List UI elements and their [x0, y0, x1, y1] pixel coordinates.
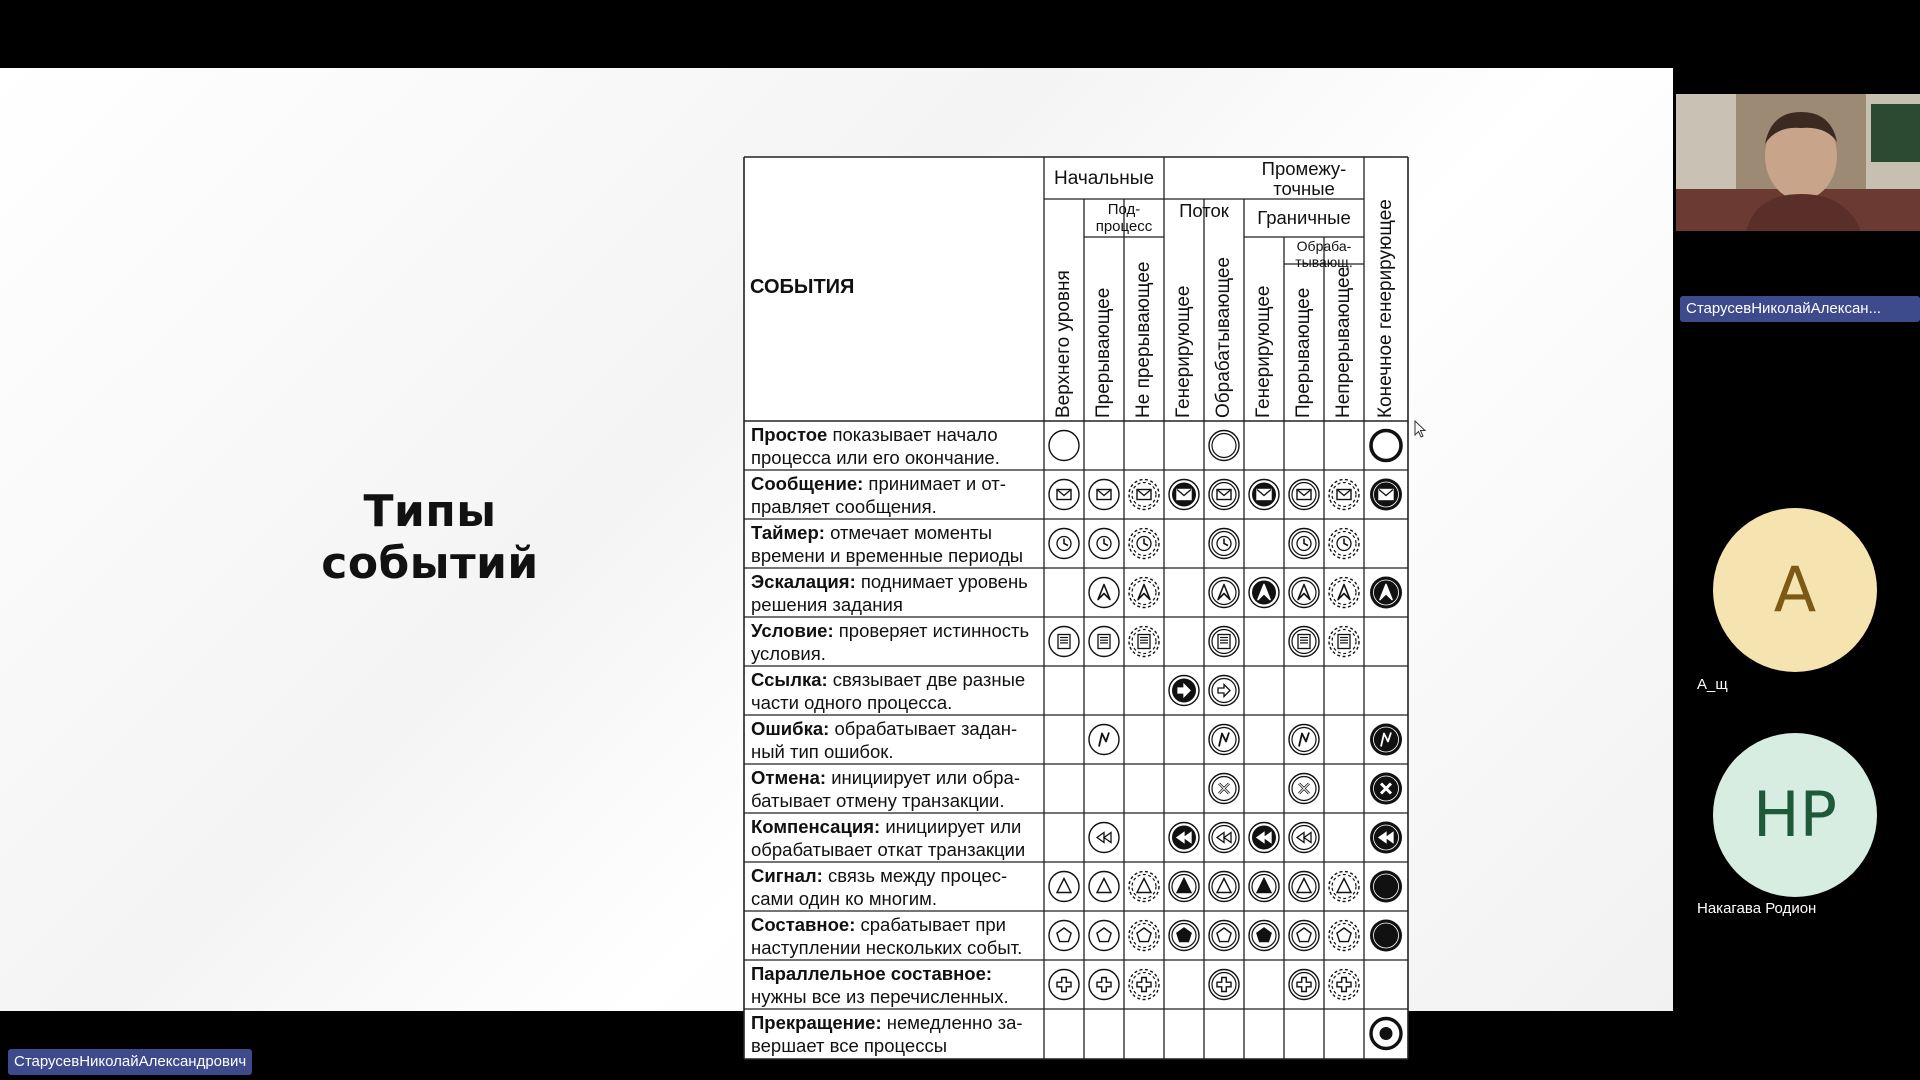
clock-event-icon [1089, 529, 1119, 559]
document-event-icon [1209, 627, 1239, 657]
rewind-event-icon [1089, 823, 1119, 853]
arrowhead-event-icon [1129, 578, 1159, 608]
cross-event-icon [1370, 773, 1402, 805]
row-desc-text: инициирует или обрабатывает откат транзакции [751, 816, 1026, 860]
circle-event-icon [1209, 431, 1239, 461]
row-description [751, 619, 1043, 665]
column-label-6: Генерирующее [1253, 285, 1274, 418]
circle-event-icon [1371, 431, 1401, 461]
mouse-cursor-icon [1414, 420, 1428, 440]
slide-title-line1: Типы [363, 486, 497, 537]
arrowhead-event-icon [1249, 578, 1279, 608]
row-description [751, 766, 1043, 812]
column-label-1: Верхнего уровня [1053, 270, 1074, 418]
column-label-3: Не прерывающее [1133, 261, 1154, 418]
presentation-slide [0, 68, 1673, 1056]
arrowhead-event-icon [1089, 578, 1119, 608]
pentagon-event-icon [1249, 921, 1279, 951]
row-description [751, 472, 1043, 518]
column-label-4: Генерирующее [1173, 285, 1194, 418]
arrowhead-event-icon [1289, 578, 1319, 608]
lightning-event-icon [1370, 724, 1402, 756]
row-name: Ссылка: [751, 669, 828, 690]
header-intermediate: Промежу- точные [1261, 158, 1347, 199]
pentagon-event-icon [1289, 921, 1319, 951]
column-label-9: Конечное генерирующее [1375, 199, 1396, 418]
row-name: Компенсация: [751, 816, 881, 837]
lightning-event-icon [1209, 725, 1239, 755]
cross-event-icon [1289, 774, 1319, 804]
arrowhead-event-icon [1209, 578, 1239, 608]
corner-label: СОБЫТИЯ [750, 276, 855, 298]
presenter-name-tag: СтарусевНиколайАлександрович [8, 1049, 252, 1075]
pentagon-event-icon [1169, 921, 1199, 951]
participant-name-2: Накагава Родион [1697, 900, 1817, 917]
triangle-event-icon [1209, 872, 1239, 902]
pentagon-event-icon [1129, 921, 1159, 951]
clock-event-icon [1289, 529, 1319, 559]
pentagon-event-icon [1049, 921, 1079, 951]
row-name: Составное: [751, 914, 856, 935]
envelope-event-icon [1370, 479, 1402, 511]
triangle-event-icon [1289, 872, 1319, 902]
document-event-icon [1129, 627, 1159, 657]
row-desc-text: принимает и от-правляет сообщения. [751, 473, 1006, 517]
participant-name-1: А_щ [1697, 676, 1728, 693]
speaker-video-frame [1676, 94, 1920, 231]
slide-title [290, 486, 570, 590]
clock-event-icon [1049, 529, 1079, 559]
row-description [751, 423, 1043, 469]
triangle-event-icon [1129, 872, 1159, 902]
envelope-event-icon [1329, 480, 1359, 510]
row-desc-text: поднимает уровень решения задания [751, 571, 1028, 615]
row-name: Простое [751, 424, 828, 445]
plus-event-icon [1089, 970, 1119, 1000]
triangle-event-icon [1089, 872, 1119, 902]
document-event-icon [1089, 627, 1119, 657]
row-name: Условие: [751, 620, 834, 641]
pentagon-event-icon [1209, 921, 1239, 951]
circle-event-icon [1049, 431, 1079, 461]
header-handling: Обраба- тывающ. [1295, 238, 1353, 270]
row-desc-text: нужны все из перечисленных. [751, 986, 1009, 1007]
plus-event-icon [1329, 970, 1359, 1000]
row-description [751, 668, 1043, 714]
events-table [744, 157, 1408, 1059]
row-desc-text: связь между процес-сами один ко многим. [751, 865, 1008, 909]
triangle-event-icon [1169, 872, 1199, 902]
cross-event-icon [1209, 774, 1239, 804]
plus-event-icon [1209, 970, 1239, 1000]
rewind-event-icon [1169, 823, 1199, 853]
envelope-event-icon [1049, 480, 1079, 510]
triangle-event-icon [1049, 872, 1079, 902]
plus-event-icon [1049, 970, 1079, 1000]
row-description [751, 1011, 1043, 1057]
plus-event-icon [1289, 970, 1319, 1000]
column-label-5: Обрабатывающее [1213, 257, 1234, 418]
header-start: Начальные [1053, 168, 1155, 189]
row-desc-text: инициирует или обра-батывает отмену транзакции. [751, 767, 1020, 811]
row-desc-text: проверяет истинность условия. [751, 620, 1030, 664]
row-description [751, 717, 1043, 763]
rewind-event-icon [1249, 823, 1279, 853]
envelope-event-icon [1249, 480, 1279, 510]
row-description [751, 521, 1043, 567]
speaker-video[interactable] [1676, 94, 1920, 231]
participant-avatar-1[interactable]: А [1713, 508, 1877, 672]
clock-event-icon [1329, 529, 1359, 559]
plus-event-icon [1129, 970, 1159, 1000]
row-name: Эскалация: [751, 571, 856, 592]
column-label-8: Непрерывающее [1333, 266, 1354, 418]
row-desc-text: немедленно за-вершает все процессы [751, 1012, 1023, 1056]
envelope-event-icon [1169, 480, 1199, 510]
row-desc-text: обрабатывает задан-ный тип ошибок. [751, 718, 1018, 762]
column-label-2: Прерывающее [1093, 287, 1114, 418]
envelope-event-icon [1209, 480, 1239, 510]
row-description [751, 962, 1043, 1008]
clock-event-icon [1209, 529, 1239, 559]
slide-title-line2: событий [321, 538, 539, 589]
row-name: Прекращение: [751, 1012, 882, 1033]
header-flow: Поток [1179, 200, 1229, 221]
triangle-event-icon [1370, 871, 1402, 903]
row-name: Сигнал: [751, 865, 823, 886]
row-name: Ошибка: [751, 718, 830, 739]
column-label-7: Прерывающее [1293, 287, 1314, 418]
speaker-name-tag: СтарусевНиколайАлексан... [1680, 296, 1920, 322]
rewind-event-icon [1289, 823, 1319, 853]
row-description [751, 864, 1043, 910]
row-name: Таймер: [751, 522, 825, 543]
arrow-event-icon [1209, 676, 1239, 706]
lightning-event-icon [1089, 725, 1119, 755]
arrow-event-icon [1169, 676, 1199, 706]
arrowhead-event-icon [1370, 577, 1402, 609]
row-description [751, 570, 1043, 616]
row-name: Сообщение: [751, 473, 864, 494]
row-desc-text: отмечает моменты времени и временные периоды [751, 522, 1024, 566]
participant-avatar-2[interactable]: НР [1713, 733, 1877, 897]
envelope-event-icon [1289, 480, 1319, 510]
header-subprocess: Под- процесс [1095, 201, 1153, 235]
row-description [751, 913, 1043, 959]
terminate-event-icon [1371, 1019, 1401, 1049]
document-event-icon [1289, 627, 1319, 657]
header-boundary: Граничные [1257, 207, 1351, 228]
envelope-event-icon [1129, 480, 1159, 510]
clock-event-icon [1129, 529, 1159, 559]
pentagon-event-icon [1370, 920, 1402, 952]
row-desc-text: срабатывает при наступлении нескольких событ. [751, 914, 1023, 958]
row-desc-text: связывает две разные части одного процесса. [751, 669, 1026, 713]
rewind-event-icon [1370, 822, 1402, 854]
document-event-icon [1329, 627, 1359, 657]
row-name: Параллельное составное: [751, 963, 993, 984]
triangle-event-icon [1249, 872, 1279, 902]
row-desc-text: показывает начало процесса или его окончание. [751, 424, 1000, 468]
document-event-icon [1049, 627, 1079, 657]
lightning-event-icon [1289, 725, 1319, 755]
pentagon-event-icon [1089, 921, 1119, 951]
rewind-event-icon [1209, 823, 1239, 853]
row-description [751, 815, 1043, 861]
triangle-event-icon [1329, 872, 1359, 902]
pentagon-event-icon [1329, 921, 1359, 951]
arrowhead-event-icon [1329, 578, 1359, 608]
envelope-event-icon [1089, 480, 1119, 510]
row-name: Отмена: [751, 767, 827, 788]
